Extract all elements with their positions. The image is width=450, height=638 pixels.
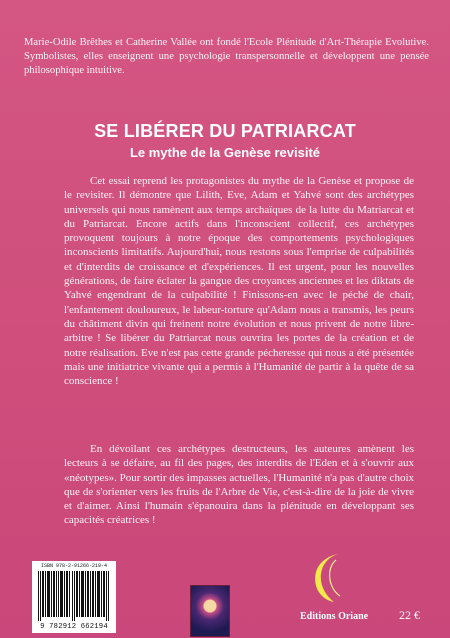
barcode-bars-icon	[38, 571, 110, 621]
barcode	[32, 561, 116, 633]
book-cover-thumbnail-icon	[190, 585, 230, 637]
price: 22 €	[399, 608, 420, 622]
crescent-moon-logo-icon	[300, 550, 370, 610]
barcode-digits: 9 782912 662194	[40, 623, 108, 631]
summary-paragraph-1: Cet essai reprend les protagonistes du mythe de la Genèse et propose de le revisiter. Il démontre que Lilith, Eve, Adam et Yahvé sont des archétypes universels qui nous ramènent aux temps archaïques de la lutte du Matriarcat et du Patriarcat. Encore actifs dans l'inconscient collectif, ces archétypes provoquent toujours à notre époque des comportements psychologiques inconscients limitatifs. Aujourd'hui, nous restons sous l'emprise de culpabilités et d'interdits de croissance et d'expériences. Il est urgent, pour les nouvelles générations, de faire éclater la gangue des croyances anciennes et les diktats de Yahvé engendrant de la culpabilité ! Finissons-en avec le péché de chair, l'enfantement douloureux, le labeur-torture qu'Adam nous a transmis, les peurs du châtiment divin qui freinent notre évolution et nous privent de notre libre-arbitre ! Se libérer du Patriarcat nous ouvrira les portes de la création et de notre réalisation. Eve n'est pas cette grande pécheresse qui nous a été présentée mais une initiatrice vivante qui a permis à l'Humanité de partir à la quête de sa conscience !	[64, 175, 414, 388]
authors-bio: Marie-Odile Brêthes et Catherine Vallée ont fondé l'Ecole Plénitude d'Art-Thérapie Evolutive. Symbolistes, elles enseignent une psychologie transpersonnelle et développent une pensée philosophique intuitive.	[24, 37, 429, 77]
book-title: SE LIBÉRER DU PATRIARCAT	[94, 121, 356, 141]
isbn-label: ISBN 978-2-91266-219-4	[40, 563, 107, 569]
summary-paragraph-2: En dévoilant ces archétypes destructeurs, les auteures amènent les lecteurs à se défaire, au fil des pages, des interdits de l'Eden et à s'ouvrir aux «néotypes». Pour sortir des impasses actuelles, l'Humanité n'a pas d'autre choix que de s'orienter vers les fruits de l'Arbre de Vie, c'est-à-dire de la joie de vivre et d'aimer. Ainsi l'humain s'épanouira dans la plénitude en développant ses capacités créatrices !	[64, 443, 414, 527]
book-subtitle: Le mythe de la Genèse revisité	[129, 145, 321, 160]
publisher-name: Editions Oriane	[300, 611, 369, 622]
